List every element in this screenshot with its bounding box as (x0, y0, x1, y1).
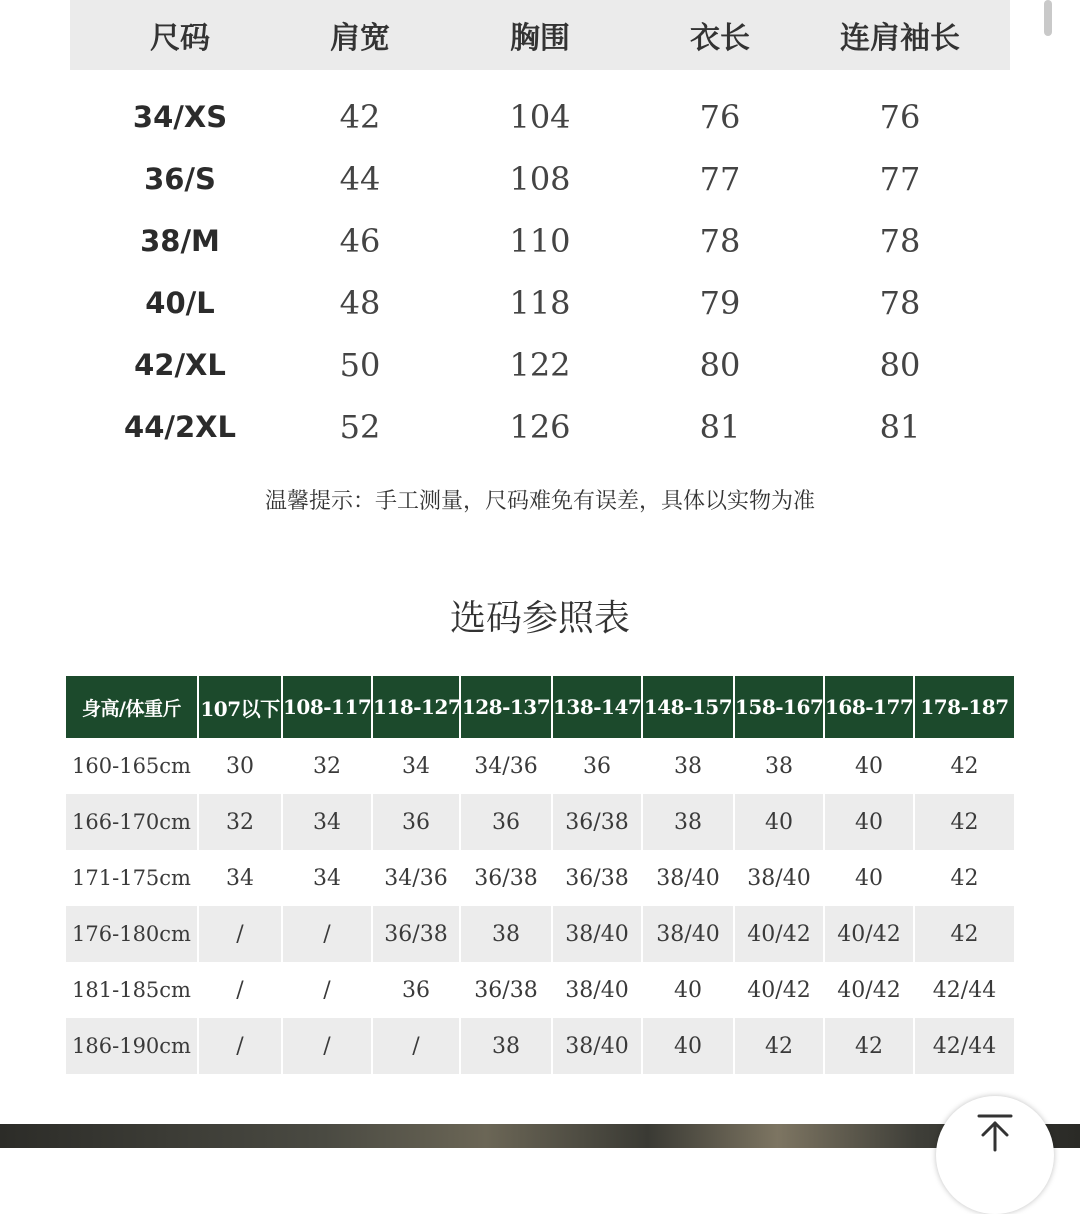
table-cell: 40 (824, 738, 914, 794)
table-cell: 42 (824, 1018, 914, 1074)
measurement-note: 温馨提示：手工测量，尺码难免有误差，具体以实物为准 (264, 489, 815, 514)
column-header: 128-137 (460, 676, 552, 738)
column-header: 148-157 (642, 676, 734, 738)
reference-table-title: 选码参照表 (449, 598, 630, 639)
size-row (70, 396, 1010, 458)
size-value: 81 (699, 408, 741, 446)
table-cell: 42 (914, 906, 1014, 962)
size-value: 80 (699, 346, 741, 384)
table-cell: 36/38 (460, 850, 552, 906)
size-value: 76 (699, 98, 741, 136)
table-cell: 36/38 (372, 906, 460, 962)
table-cell: 38/40 (642, 906, 734, 962)
size-value: 76 (879, 98, 921, 136)
table-cell: / (198, 962, 282, 1018)
table-cell: 38/40 (552, 906, 642, 962)
table-row (66, 1018, 1014, 1074)
table-cell: 40/42 (734, 962, 824, 1018)
table-cell: 34 (372, 738, 460, 794)
table-cell: 40/42 (824, 962, 914, 1018)
table-row (66, 850, 1014, 906)
size-value: 78 (879, 222, 921, 260)
table-cell: 36 (372, 962, 460, 1018)
table-cell: / (282, 906, 372, 962)
height-range: 181-185cm (66, 962, 198, 1018)
size-reference-table (66, 676, 1014, 1074)
table-cell: 34 (282, 850, 372, 906)
size-label: 38/M (140, 224, 220, 258)
table-cell: 30 (198, 738, 282, 794)
arrow-up-to-line-icon (975, 1112, 1015, 1152)
table-cell: 32 (282, 738, 372, 794)
column-header: 身高/体重斤 (66, 676, 198, 738)
size-value: 78 (879, 284, 921, 322)
table-row (66, 906, 1014, 962)
table-cell: 40 (642, 1018, 734, 1074)
table-cell: 34 (282, 794, 372, 850)
size-value: 78 (699, 222, 741, 260)
column-header: 118-127 (372, 676, 460, 738)
table-cell: 40 (734, 794, 824, 850)
size-value: 44 (339, 160, 381, 198)
table-cell: 36 (552, 738, 642, 794)
table-cell: 32 (198, 794, 282, 850)
height-range: 166-170cm (66, 794, 198, 850)
table-cell: 38/40 (552, 962, 642, 1018)
size-row (70, 148, 1010, 210)
column-header: 168-177 (824, 676, 914, 738)
size-value: 50 (339, 346, 381, 384)
table-cell: 38 (642, 794, 734, 850)
table-cell: 42 (914, 738, 1014, 794)
table-cell: 36 (460, 794, 552, 850)
table-cell: 40 (824, 794, 914, 850)
size-label: 34/XS (132, 100, 228, 134)
size-value: 118 (509, 284, 571, 322)
size-value: 42 (339, 98, 381, 136)
height-range: 176-180cm (66, 906, 198, 962)
size-chart (70, 0, 1010, 458)
table-cell: / (282, 962, 372, 1018)
size-chart-header (70, 0, 1010, 70)
height-range: 171-175cm (66, 850, 198, 906)
column-header: 107以下 (198, 676, 282, 738)
table-row (66, 794, 1014, 850)
size-label: 40/L (145, 286, 215, 320)
column-header: 158-167 (734, 676, 824, 738)
table-cell: 36/38 (552, 850, 642, 906)
table-cell: 38 (460, 1018, 552, 1074)
size-value: 52 (339, 408, 381, 446)
size-label: 36/S (144, 162, 216, 196)
header-sleeve-length: 连肩袖长 (840, 21, 960, 56)
size-value: 108 (509, 160, 571, 198)
table-cell: 38 (460, 906, 552, 962)
table-cell: 42 (914, 794, 1014, 850)
scrollbar-thumb[interactable] (1044, 0, 1052, 36)
table-cell: / (198, 906, 282, 962)
table-cell: / (372, 1018, 460, 1074)
header-shoulder-width: 肩宽 (330, 21, 390, 56)
size-row (70, 334, 1010, 396)
size-value: 80 (879, 346, 921, 384)
table-cell: 40 (642, 962, 734, 1018)
table-cell: 42 (734, 1018, 824, 1074)
back-to-top-button[interactable] (936, 1096, 1054, 1214)
header-chest: 胸围 (510, 21, 570, 56)
table-cell: 34/36 (460, 738, 552, 794)
table-cell: 40/42 (824, 906, 914, 962)
column-header: 178-187 (914, 676, 1014, 738)
table-cell: 42 (914, 850, 1014, 906)
table-cell: 34 (198, 850, 282, 906)
table-cell: 36 (372, 794, 460, 850)
size-value: 122 (509, 346, 571, 384)
table-cell: / (282, 1018, 372, 1074)
size-row (70, 86, 1010, 148)
size-value: 126 (509, 408, 571, 446)
size-value: 77 (879, 160, 921, 198)
size-label: 44/2XL (124, 410, 236, 444)
product-photo-strip (0, 1124, 1080, 1148)
table-cell: 42/44 (914, 1018, 1014, 1074)
table-cell: 38/40 (552, 1018, 642, 1074)
size-value: 81 (879, 408, 921, 446)
table-cell: 38 (642, 738, 734, 794)
table-cell: 40 (824, 850, 914, 906)
table-cell: 34/36 (372, 850, 460, 906)
header-length: 衣长 (690, 21, 750, 56)
size-value: 104 (509, 98, 571, 136)
size-row (70, 272, 1010, 334)
height-range: 160-165cm (66, 738, 198, 794)
table-cell: 42/44 (914, 962, 1014, 1018)
table-cell: 38 (734, 738, 824, 794)
table-cell: 38/40 (642, 850, 734, 906)
table-cell: / (198, 1018, 282, 1074)
size-label: 42/XL (134, 348, 226, 382)
table-cell: 40/42 (734, 906, 824, 962)
size-value: 48 (339, 284, 381, 322)
table-row (66, 962, 1014, 1018)
size-row (70, 210, 1010, 272)
table-cell: 36/38 (460, 962, 552, 1018)
table-cell: 36/38 (552, 794, 642, 850)
table-row (66, 738, 1014, 794)
column-header: 108-117 (282, 676, 372, 738)
header-size: 尺码 (150, 21, 210, 56)
table-header-row (66, 676, 1014, 738)
column-header: 138-147 (552, 676, 642, 738)
size-value: 77 (699, 160, 741, 198)
height-range: 186-190cm (66, 1018, 198, 1074)
size-value: 79 (699, 284, 741, 322)
size-value: 46 (339, 222, 381, 260)
table-cell: 38/40 (734, 850, 824, 906)
size-value: 110 (509, 222, 571, 260)
